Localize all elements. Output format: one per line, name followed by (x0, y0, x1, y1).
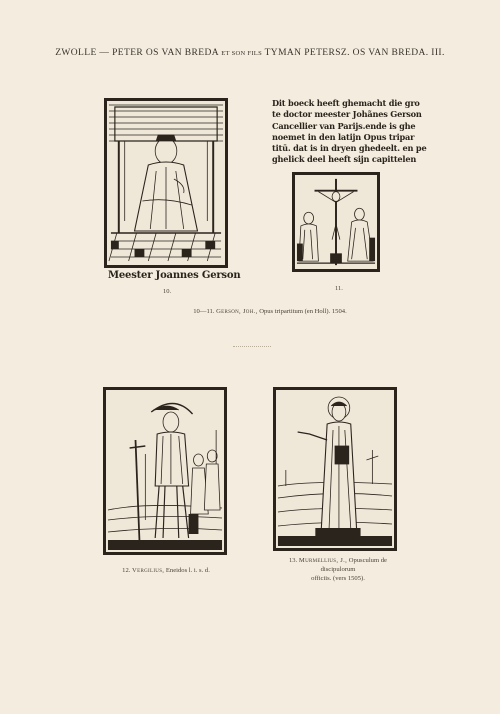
blackletter-line: noemet in den latijn Opus tripar (272, 131, 415, 142)
caption-13 (272, 556, 404, 583)
caption-10-11-author: Gerson, Joh., (216, 308, 258, 315)
header-small: ET SON FILS (221, 50, 262, 57)
header-part1: ZWOLLE — PETER OS VAN BREDA (55, 48, 219, 58)
blackletter-line: te doctor meester Johãnes Gerson (272, 109, 422, 120)
caption-10-11-title: Opus tripartitum (en Holl). 1504. (259, 308, 347, 315)
caption-10-11-prefix: 10—11. (193, 308, 215, 315)
blackletter-text-block (272, 98, 427, 166)
caption-12-author: Vergilius, (132, 567, 165, 574)
caption-13-line-a (272, 556, 404, 574)
running-header (0, 48, 500, 58)
caption-12 (100, 566, 232, 575)
caption-13-line1: Opusculum de discipulorum (320, 557, 387, 573)
woodcut-10-inscription: Meester Joannes Gerson (108, 270, 241, 281)
woodcut-scholar (273, 387, 397, 551)
blackletter-line: Dit boeck heeft ghemacht die gro (272, 98, 420, 108)
figure-number-11: 11. (335, 285, 343, 292)
header-part2: TYMAN PETERSZ. OS VAN BREDA. III. (264, 48, 445, 58)
caption-13-author: Murmellius, J., (298, 557, 348, 564)
woodcut-gerson-seated (104, 98, 228, 268)
caption-12-title: Eneidos l. i. s. d. (165, 567, 210, 574)
caption-12-prefix: 12. (122, 567, 131, 574)
blackletter-line: ghelick deel heeft sijn capittelen (272, 154, 417, 165)
caption-13-line2: officiis. (vers 1505). (311, 575, 365, 582)
figure-number-10: 10. (163, 288, 172, 295)
blackletter-line: Cancellier van Parijs.ende is ghe (272, 120, 416, 131)
section-divider (233, 346, 271, 347)
caption-13-prefix: 13. (289, 557, 298, 564)
caption-10-11 (170, 307, 370, 316)
woodcut-knight (103, 387, 227, 555)
blackletter-line: titū. dat is in dryen ghedeelt. en pe (272, 143, 427, 154)
woodcut-crucifixion (292, 172, 380, 272)
